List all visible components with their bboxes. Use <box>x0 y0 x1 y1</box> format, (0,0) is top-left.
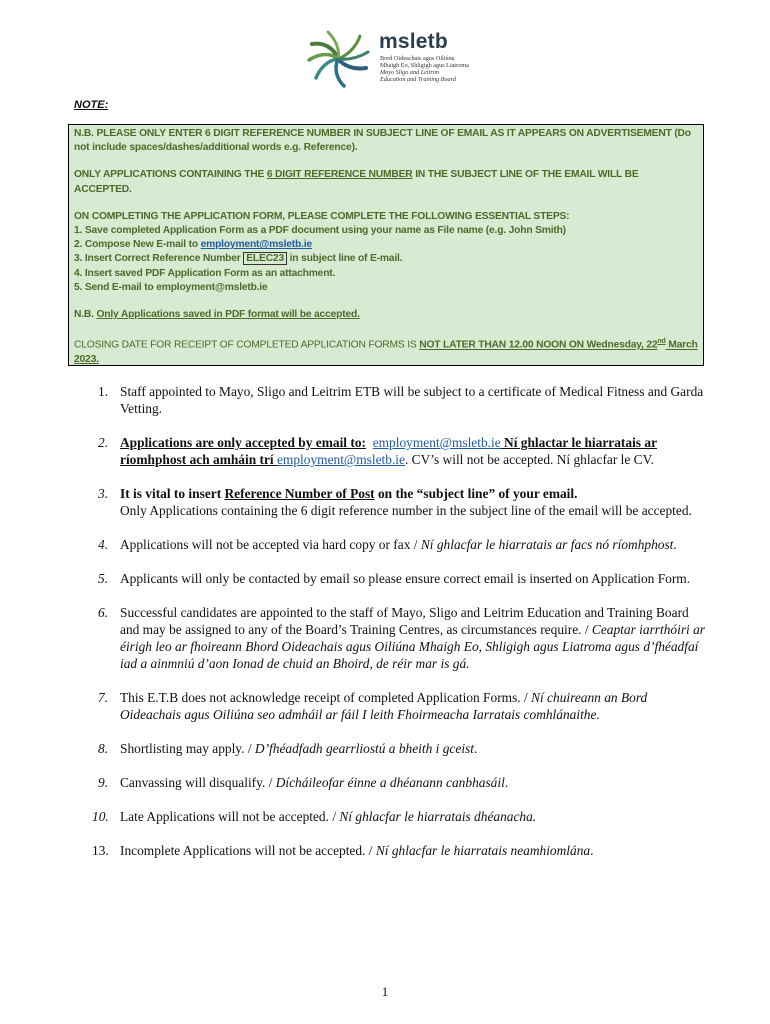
logo-line-3: Mayo Sligo and Leitrim <box>380 69 439 76</box>
item-13-irish: Ní ghlacfar le hiarratais neamhiomlána <box>375 843 591 858</box>
step-3-text-a: 3. Insert Correct Reference Number <box>74 253 244 265</box>
item-7-irish: Ní chuireann an Bord Oideachais agus Oiliúna seo admháil ar fáil I leith Fhoirmeacha Iarratais comhlánaithe. <box>120 690 648 722</box>
step-5: 5. Send E-mail to employment@msletb.ie <box>74 281 268 293</box>
item-4-period: . <box>673 537 677 552</box>
step-3-text-b: in subject line of E-mail. <box>286 253 403 265</box>
note-label <box>74 99 108 111</box>
closing-date-sup: nd <box>657 338 666 346</box>
list-item <box>92 808 710 825</box>
item-8-text: Shortlisting may apply. / <box>120 741 255 756</box>
logo-name: msletb <box>379 30 448 53</box>
item-8-period: . <box>473 741 478 756</box>
list-item <box>92 485 710 519</box>
logo-line-2: Mhaigh Eo, Shligigh agus Liatroma <box>380 62 469 69</box>
list-item <box>92 434 710 468</box>
list-item <box>92 570 710 587</box>
step-2 <box>74 238 698 252</box>
item-2-bold-text: Applications are only accepted by email to: <box>120 435 366 450</box>
item-text: Staff appointed to Mayo, Sligo and Leitrim ETB will be subject to a certificate of Medical Fitness and Garda Vetting. <box>120 384 704 416</box>
conditions-list <box>92 383 710 859</box>
closing-date-text: CLOSING DATE FOR RECEIPT OF COMPLETED APPLICATION FORMS IS <box>74 339 420 351</box>
steps-heading: ON COMPLETING THE APPLICATION FORM, PLEASE COMPLETE THE FOLLOWING ESSENTIAL STEPS: <box>74 210 570 222</box>
list-item <box>92 536 710 553</box>
note-box <box>68 124 704 366</box>
list-item <box>92 774 710 791</box>
note-p2-text-a: ONLY APPLICATIONS CONTAINING THE <box>74 169 267 181</box>
item-6-text: Successful candidates are appointed to the staff of Mayo, Sligo and Leitrim Education and Training Board and may be assigned to any of the Board’s Training Centres, as circumstances require. / <box>120 605 689 637</box>
logo-line-1: Bord Oideachais agus Oiliúna <box>380 55 455 62</box>
item-6-irish: Ceaptar iarrthóiri ar éirigh leo ar fhoireann Bhord Oideachais agus Oiliúna Mhaigh Eo, Shligigh agus Liatroma agus d’fhéadfaí iad a ainmniú d’aon Ionad de chuid an Bhoird, de réir mar is gá. <box>120 622 706 671</box>
item-3-underlined: Reference Number of Post <box>224 486 375 501</box>
item-number: 3. <box>98 486 109 501</box>
step-4: 4. Insert saved PDF Application Form as an attachment. <box>74 267 336 279</box>
logo-line-4: Education and Training Board <box>380 76 456 83</box>
item-number: 5. <box>98 571 109 586</box>
item-number: 10. <box>92 809 109 824</box>
item-9-period: . <box>504 775 509 790</box>
item-13-text: Incomplete Applications will not be accepted. / <box>120 843 376 858</box>
note-nb-paragraph: N.B. PLEASE ONLY ENTER 6 DIGIT REFERENCE NUMBER IN SUBJECT LINE OF EMAIL AS IT APPEARS ON ADVERTISEMENT (Do not include spaces/dashes/additional words e.g. Reference). <box>74 128 691 154</box>
list-item <box>92 842 710 859</box>
item-number: 8. <box>98 741 109 756</box>
note-p2-underlined: 6 DIGIT REFERENCE NUMBER <box>266 169 413 181</box>
step-1: 1. Save completed Application Form as a PDF document using your name as File name (e.g. John Smith) <box>74 225 566 237</box>
item-2-irish-text: Ní ghlactar le hiarratais ar ríomhphost ach amháin trí <box>120 435 658 467</box>
list-item <box>92 604 710 672</box>
item-2-cv-text: . CV’s will not be accepted. Ní ghlacfar le CV. <box>404 452 654 467</box>
nb-prefix: N.B. <box>74 309 97 321</box>
email-link-1[interactable]: employment@msletb.ie <box>372 435 501 450</box>
item-number: 1. <box>98 384 109 399</box>
item-number: 7. <box>98 690 109 705</box>
item-9-irish: Dícháileofar éinne a dhéanann canbhasáil <box>275 775 505 790</box>
list-item <box>92 740 710 757</box>
item-9-text: Canvassing will disqualify. / <box>120 775 276 790</box>
item-10-text: Late Applications will not be accepted. / <box>120 809 340 824</box>
closing-date <box>74 335 698 367</box>
nb-pdf-text: Only Applications saved in PDF format will be accepted. <box>96 309 360 321</box>
closing-date-deadline: NOT LATER THAN 12.00 NOON ON Wednesday, 22 <box>419 339 658 351</box>
item-4-text: Applications will not be accepted via hard copy or fax / <box>120 537 421 552</box>
list-item <box>92 383 710 417</box>
email-link-2[interactable]: employment@msletb.ie <box>276 452 405 467</box>
note-colon: : <box>104 99 109 111</box>
step-2-text: 2. Compose New E-mail to <box>74 239 201 251</box>
closing-date-month: March 2023. <box>74 339 698 365</box>
item-8-irish: D’fhéadfadh gearrliostú a bheith i gceist <box>254 741 474 756</box>
item-number: 4. <box>98 537 109 552</box>
item-number: 9. <box>98 775 109 790</box>
item-4-irish: Ní ghlacfar le hiarratais ar facs nó ríomhphost <box>420 537 674 552</box>
item-number: 2. <box>98 435 109 450</box>
swirl-logo-icon <box>304 28 374 90</box>
step-3 <box>74 252 698 266</box>
item-7-text: This E.T.B does not acknowledge receipt of completed Application Forms. / <box>120 690 532 705</box>
item-3-text: Only Applications containing the 6 digit reference number in the subject line of the email will be accepted. <box>120 503 692 518</box>
page-number: 1 <box>381 984 389 999</box>
nb-pdf-note <box>74 308 698 322</box>
item-13-period: . <box>590 843 594 858</box>
note-only-applications-paragraph <box>74 168 698 196</box>
note-label-text: NOTE <box>74 99 105 111</box>
item-3-bold-b: on the “subject line” of your email. <box>374 486 578 501</box>
item-number: 13. <box>92 843 109 858</box>
note-p2-text-b: IN THE SUBJECT LINE OF THE EMAIL WILL BE ACCEPTED. <box>74 169 639 195</box>
item-text: Applicants will only be contacted by email so please ensure correct email is inserted on Application Form. <box>120 571 691 586</box>
msletb-logo <box>304 28 484 90</box>
item-number: 6. <box>98 605 109 620</box>
list-item <box>92 689 710 723</box>
item-3-bold-a: It is vital to insert <box>120 486 225 501</box>
item-10-irish: Ní ghlacfar le hiarratais dhéanacha. <box>339 809 537 824</box>
reference-number-box: ELEC23 <box>243 252 287 265</box>
step-2-email-link[interactable]: employment@msletb.ie <box>200 239 312 251</box>
